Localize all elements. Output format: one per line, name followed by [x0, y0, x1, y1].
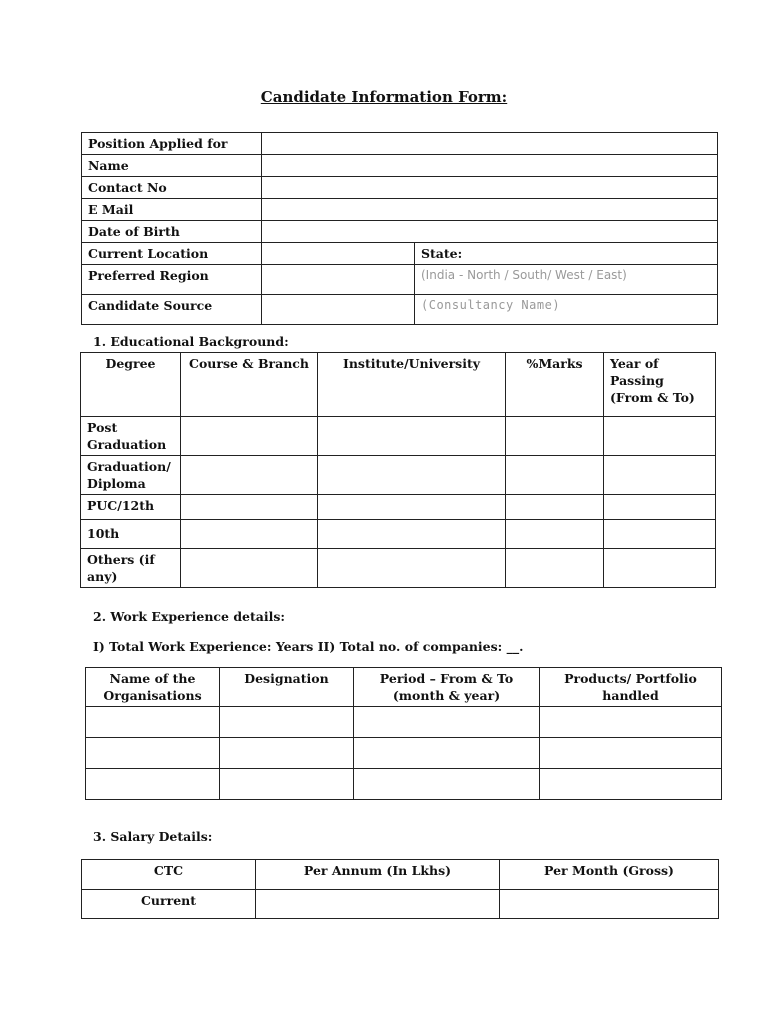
salary-header: CTC	[82, 860, 256, 890]
name-field[interactable]	[262, 155, 718, 177]
education-cell[interactable]	[604, 520, 716, 549]
work-cell[interactable]	[354, 707, 540, 738]
education-header: Degree	[81, 353, 181, 417]
email-label: E Mail	[82, 199, 262, 221]
education-cell[interactable]	[506, 417, 604, 456]
work-header: Designation	[220, 668, 354, 707]
education-cell[interactable]	[604, 495, 716, 520]
work-cell[interactable]	[86, 769, 220, 800]
work-header: Products/ Portfolio handled	[540, 668, 722, 707]
location-label: Current Location	[82, 243, 262, 265]
form-title: Candidate Information Form:	[260, 88, 508, 106]
salary-row-label: Current	[82, 890, 256, 919]
education-cell[interactable]	[604, 549, 716, 588]
dob-field[interactable]	[262, 221, 718, 243]
salary-month-field[interactable]	[500, 890, 719, 919]
work-experience-table	[85, 667, 722, 800]
email-field[interactable]	[262, 199, 718, 221]
dob-label: Date of Birth	[82, 221, 262, 243]
education-row-label: PUC/12th	[81, 495, 181, 520]
salary-annum-field[interactable]	[256, 890, 500, 919]
education-cell[interactable]	[318, 456, 506, 495]
education-cell[interactable]	[506, 456, 604, 495]
work-cell[interactable]	[86, 738, 220, 769]
state-label[interactable]: State:	[415, 243, 718, 265]
education-cell[interactable]	[506, 520, 604, 549]
education-row-label: Graduation/ Diploma	[81, 456, 181, 495]
education-row-label: 10th	[81, 520, 181, 549]
education-cell[interactable]	[506, 549, 604, 588]
education-cell[interactable]	[318, 520, 506, 549]
contact-field[interactable]	[262, 177, 718, 199]
education-heading: 1. Educational Background:	[93, 334, 289, 349]
education-cell[interactable]	[604, 417, 716, 456]
work-cell[interactable]	[540, 769, 722, 800]
education-cell[interactable]	[604, 456, 716, 495]
education-cell[interactable]	[506, 495, 604, 520]
education-cell[interactable]	[318, 549, 506, 588]
work-cell[interactable]	[220, 707, 354, 738]
work-header: Period – From & To (month & year)	[354, 668, 540, 707]
work-header: Name of the Organisations	[86, 668, 220, 707]
education-row-label: Post Graduation	[81, 417, 181, 456]
work-cell[interactable]	[220, 738, 354, 769]
education-cell[interactable]	[318, 417, 506, 456]
region-hint[interactable]: (India - North / South/ West / East)	[415, 265, 718, 295]
work-cell[interactable]	[354, 769, 540, 800]
work-cell[interactable]	[540, 707, 722, 738]
education-table	[80, 352, 716, 588]
education-cell[interactable]	[181, 456, 318, 495]
contact-label: Contact No	[82, 177, 262, 199]
position-field[interactable]	[262, 133, 718, 155]
education-cell[interactable]	[181, 520, 318, 549]
position-label: Position Applied for	[82, 133, 262, 155]
work-cell[interactable]	[540, 738, 722, 769]
education-row-label: Others (if any)	[81, 549, 181, 588]
work-cell[interactable]	[86, 707, 220, 738]
salary-header: Per Annum (In Lkhs)	[256, 860, 500, 890]
education-header: %Marks	[506, 353, 604, 417]
salary-table	[81, 859, 719, 919]
source-hint[interactable]: (Consultancy Name)	[415, 295, 718, 325]
work-heading: 2. Work Experience details:	[93, 609, 286, 624]
work-cell[interactable]	[220, 769, 354, 800]
education-cell[interactable]	[181, 495, 318, 520]
region-field[interactable]	[262, 265, 415, 295]
education-header: Course & Branch	[181, 353, 318, 417]
education-cell[interactable]	[318, 495, 506, 520]
work-summary: I) Total Work Experience: Years II) Total no. of companies: __.	[93, 639, 524, 654]
candidate-info-table	[81, 132, 718, 325]
region-label: Preferred Region	[82, 265, 262, 295]
education-header: Institute/University	[318, 353, 506, 417]
salary-heading: 3. Salary Details:	[93, 829, 213, 844]
source-field[interactable]	[262, 295, 415, 325]
name-label: Name	[82, 155, 262, 177]
education-cell[interactable]	[181, 549, 318, 588]
education-header: Year of Passing (From & To)	[604, 353, 716, 417]
salary-header: Per Month (Gross)	[500, 860, 719, 890]
source-label: Candidate Source	[82, 295, 262, 325]
work-cell[interactable]	[354, 738, 540, 769]
education-cell[interactable]	[181, 417, 318, 456]
location-field[interactable]	[262, 243, 415, 265]
